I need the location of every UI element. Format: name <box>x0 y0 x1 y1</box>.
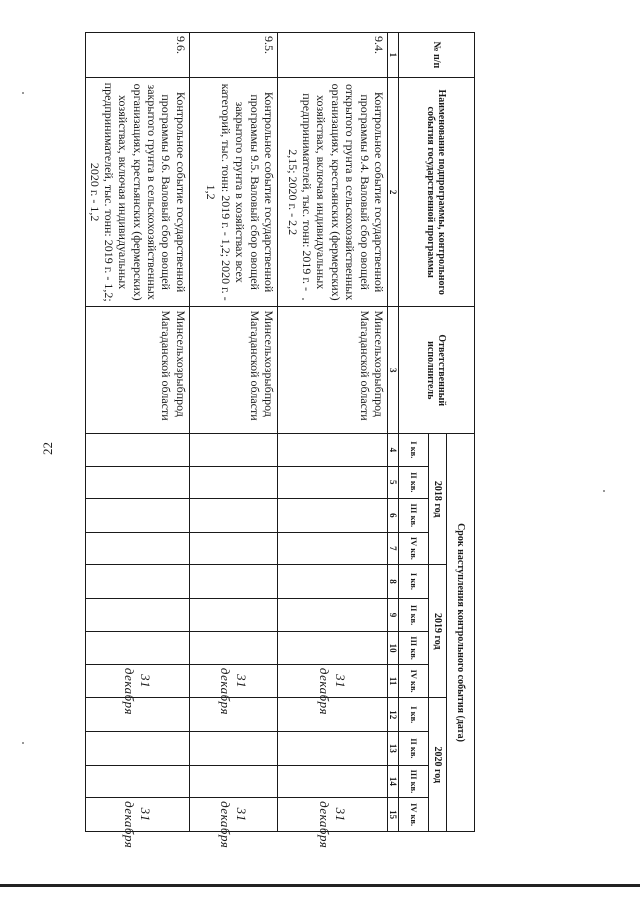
quarter-header: III кв. <box>398 632 428 664</box>
control-events-table <box>85 32 475 849</box>
header-year-2019: 2019 год <box>428 565 446 698</box>
column-number: 15 <box>387 798 398 832</box>
column-number: 12 <box>387 698 398 732</box>
empty-cell <box>189 499 277 533</box>
header-year-2020: 2020 год <box>428 698 446 832</box>
quarter-header: IV кв. <box>398 798 428 832</box>
empty-cell <box>86 434 190 466</box>
empty-cell <box>86 499 190 533</box>
responsible-executor: Минсельхозрыбпрод Магаданской области <box>277 307 387 434</box>
table-row <box>86 33 190 832</box>
event-description: Контрольное событие государственной программы 9.4. Валовый сбор овощей открытого грунта в сельскохозяйственных организациях, крестьянских (фермерских) хозяйствах, включая индивидуальных предпринимателей, тыс. тонн: 2019 г. - 2,15; 2020 г. - 2,2 <box>277 77 387 307</box>
column-number: 5 <box>387 466 398 498</box>
empty-cell <box>277 434 387 466</box>
header-year-2018: 2018 год <box>428 434 446 565</box>
quarter-header: IV кв. <box>398 532 428 564</box>
row-number: 9.6. <box>86 33 190 78</box>
table-row <box>277 33 387 832</box>
empty-cell <box>277 499 387 533</box>
empty-cell <box>189 466 277 498</box>
empty-cell <box>277 466 387 498</box>
empty-cell <box>277 765 387 797</box>
column-number: 13 <box>387 732 398 766</box>
column-number: 8 <box>387 565 398 599</box>
quarter-header: III кв. <box>398 499 428 533</box>
column-number: 4 <box>387 434 398 466</box>
quarter-header: II кв. <box>398 466 428 498</box>
deadline-2020: 31 декабря <box>277 798 387 832</box>
column-number: 7 <box>387 532 398 564</box>
deadline-2019: 31 декабря <box>277 664 387 698</box>
column-number: 1 <box>387 33 398 78</box>
scan-speck <box>302 298 304 300</box>
header-period: Срок наступления контрольного события (дата) <box>446 434 474 832</box>
header-responsible: Ответственный исполнитель <box>398 307 474 434</box>
column-number: 9 <box>387 598 398 632</box>
empty-cell <box>189 632 277 664</box>
column-numbers-row <box>387 33 398 832</box>
empty-cell <box>189 532 277 564</box>
empty-cell <box>189 698 277 732</box>
table-row <box>189 33 277 832</box>
empty-cell <box>86 466 190 498</box>
column-number: 11 <box>387 664 398 698</box>
responsible-executor: Минсельхозрыбпрод Магаданской области <box>86 307 190 434</box>
deadline-2020: 31 декабря <box>189 798 277 832</box>
deadline-2019: 31 декабря <box>86 664 190 698</box>
column-number: 3 <box>387 307 398 434</box>
responsible-executor: Минсельхозрыбпрод Магаданской области <box>189 307 277 434</box>
quarter-header: IV кв. <box>398 664 428 698</box>
quarter-header: II кв. <box>398 598 428 632</box>
row-number: 9.5. <box>189 33 277 78</box>
deadline-2019: 31 декабря <box>189 664 277 698</box>
empty-cell <box>189 765 277 797</box>
empty-cell <box>86 732 190 766</box>
empty-cell <box>86 598 190 632</box>
empty-cell <box>189 598 277 632</box>
scan-speck <box>22 742 24 744</box>
empty-cell <box>277 565 387 599</box>
empty-cell <box>189 732 277 766</box>
quarter-header: II кв. <box>398 732 428 766</box>
empty-cell <box>86 532 190 564</box>
column-number: 2 <box>387 77 398 307</box>
empty-cell <box>277 532 387 564</box>
quarter-header: I кв. <box>398 565 428 599</box>
quarter-header: III кв. <box>398 765 428 797</box>
empty-cell <box>277 598 387 632</box>
event-description: Контрольное событие государственной программы 9.5. Валовый сбор овощей закрытого грунта в хозяйствах всех категорий, тыс. тонн: 2019 г. - 1,2; 2020 г. - 1,2 <box>189 77 277 307</box>
scan-bottom-edge <box>0 884 640 887</box>
empty-cell <box>277 732 387 766</box>
empty-cell <box>189 565 277 599</box>
quarter-header: I кв. <box>398 698 428 732</box>
event-description: Контрольное событие государственной программы 9.6. Валовый сбор овощей закрытого грунта в сельскохозяйственных организациях, крестьянских (фермерских) хозяйствах, включая индивидуальных предпринимателей, тыс. тонн: 2019 г. - 1,2; 2020 г. - 1,2 <box>86 77 190 307</box>
scan-speck <box>603 490 605 492</box>
empty-cell <box>189 434 277 466</box>
page-number: 22 <box>40 442 55 455</box>
quarter-header: I кв. <box>398 434 428 466</box>
deadline-2020: 31 декабря <box>86 798 190 832</box>
header-num: № п/п <box>398 33 474 78</box>
column-number: 10 <box>387 632 398 664</box>
header-name: Наименование подпрограммы, контрольного события государственной программы <box>398 77 474 307</box>
rotated-table-container <box>85 32 475 849</box>
empty-cell <box>277 698 387 732</box>
empty-cell <box>86 565 190 599</box>
empty-cell <box>86 632 190 664</box>
column-number: 6 <box>387 499 398 533</box>
empty-cell <box>86 765 190 797</box>
empty-cell <box>86 698 190 732</box>
scan-speck <box>22 92 24 94</box>
empty-cell <box>277 632 387 664</box>
row-number: 9.4. <box>277 33 387 78</box>
column-number: 14 <box>387 765 398 797</box>
